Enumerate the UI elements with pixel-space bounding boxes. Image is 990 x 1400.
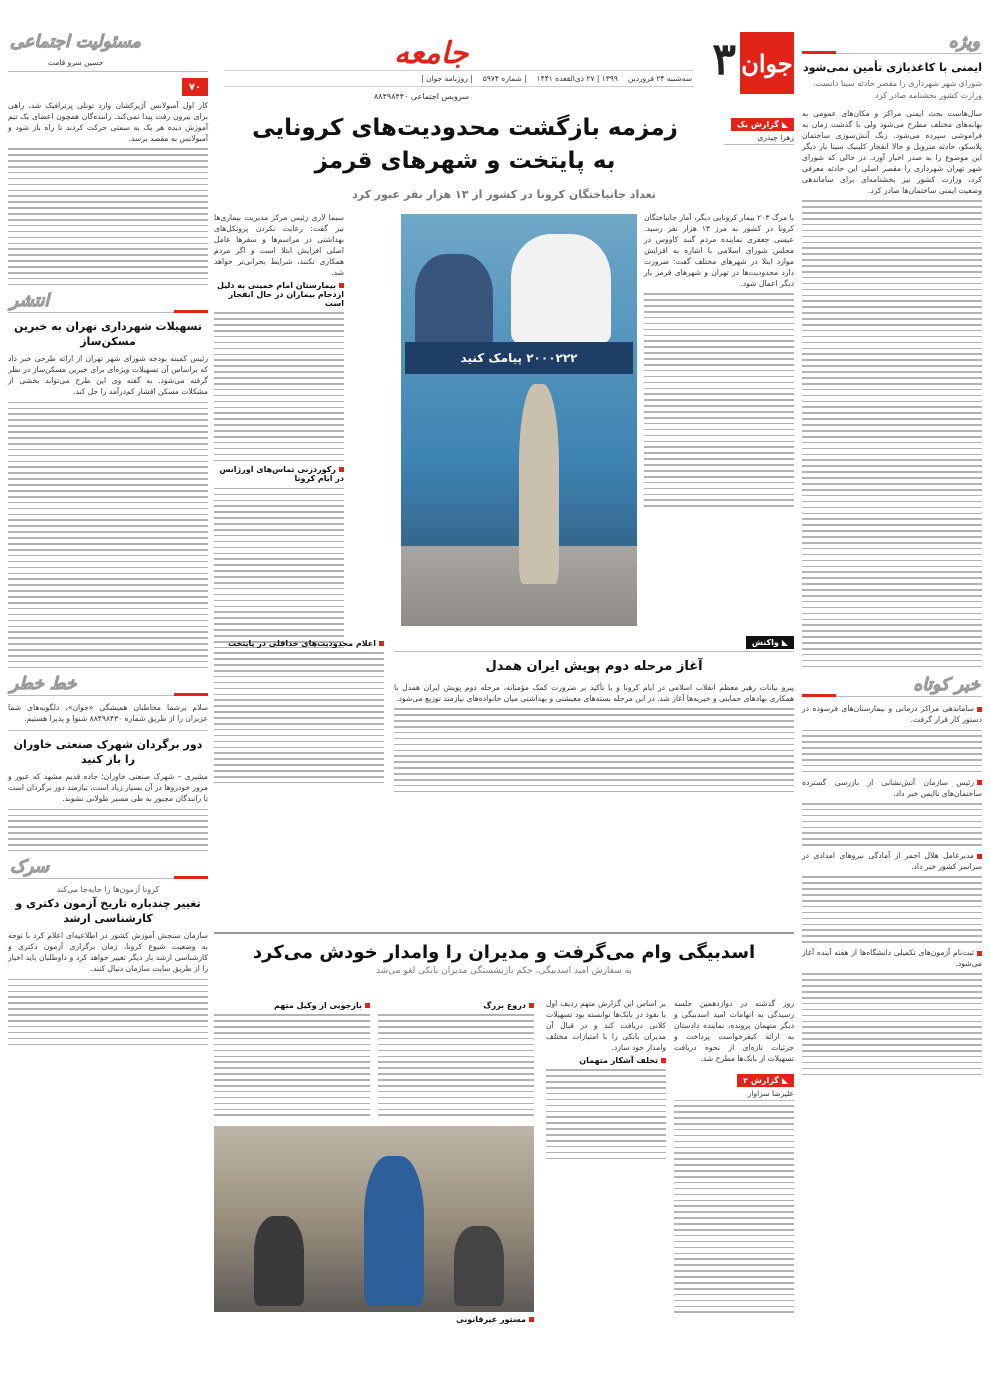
poster-figure — [415, 254, 493, 354]
court-story — [214, 932, 794, 1325]
story-author: زهرا چیذری — [724, 131, 794, 145]
section-header-social — [8, 32, 208, 72]
bullet-icon — [339, 283, 344, 288]
court-headline: اسدبیگی وام می‌گرفت و مدیران را وامدار خودش می‌کرد — [252, 942, 756, 963]
lead-continuation: اعلام محدودیت‌های حداقلی در پایتخت — [214, 636, 384, 788]
campaign-headline: آغاز مرحله دوم پویش ایران همدل — [485, 659, 703, 674]
column-number-badge: ۷۰ — [182, 78, 208, 96]
lead-body-right — [644, 212, 794, 511]
section-title: سرک — [10, 857, 49, 878]
accent-line — [174, 310, 208, 313]
bullet-icon — [977, 854, 982, 859]
main-area — [214, 32, 794, 1325]
section-name: جامعه — [394, 36, 469, 71]
section-phone: سرویس اجتماعی ۸۸۴۹۸۴۴۰ — [374, 92, 469, 101]
brief-item: ساماندهی مراکز درمانی و بیمارستان‌های فرسوده در دستور کار قرار گرفت. — [802, 704, 982, 725]
column-author: حسین سرو قامت — [48, 58, 104, 67]
section-header-ensehr — [8, 291, 208, 313]
social-body-text: کار اول آمبولانس آژیرکشان وارد تونلی پرترافیک شد، راهی برای بیرون رفت پیدا نمی‌کند. راننده‌گان همچون اعضای یک تیم آموزش دیده هر یک به سمتی حرکت کردند تا راه باز شود و آمبولانس به مقصد برسد. — [8, 101, 208, 143]
lead-subhead: تعداد جانباختگان کرونا در کشور از ۱۳ هزار نفر عبور کرد — [352, 188, 656, 201]
hotline-body — [8, 702, 208, 724]
story-tag: ◣ گزارش یک — [731, 118, 794, 131]
court-body-text: روز گذشته در دوازدهمین جلسه رسیدگی به اتهامات امید اسدبیگی و دیگر متهمان پرونده، نماینده دادستان به ارائه کیفرخواست پرداخت و جزئیات تازه‌ای از نحوه دریافت تسهیلات از بانک‌ها مطرح شد. — [674, 999, 794, 1063]
campaign-story — [394, 636, 794, 797]
arrow-icon: ◣ — [781, 1076, 788, 1085]
lead-headline: زمزمه بازگشت محدودیت‌های کرونایی به پایتخت و شهرهای قرمز — [252, 115, 678, 174]
pedestrian-figure — [519, 384, 559, 584]
section-header-special — [802, 32, 982, 54]
accent-line — [802, 694, 836, 697]
poster-sign: ۲۰۰۰۲۲۲ پیامک کنید — [405, 342, 633, 374]
dateline: سه‌شنبه ۲۴ فروردین ۱۳۹۹ | ۲۷ ذی‌القعده ۱۴۴۱ | شماره ۵۹۷۴ | روزنامه جوان | — [224, 70, 694, 87]
khavaran-body — [8, 771, 208, 804]
arrow-icon: ◣ — [781, 638, 788, 647]
lead-subhead-item: بیمارستان امام خمینی به دلیل ازدحام بیماران در حال انفجار است — [216, 281, 344, 308]
khavaran-headline: دور برگردان شهرک صنعتی خاوران را باز کنید — [13, 738, 203, 767]
bullet-icon — [339, 467, 344, 472]
text-filler — [8, 148, 208, 285]
left-column — [8, 32, 208, 1049]
court-subhead: به سفارش امید اسدبیگی، حکم بازنشستگی مدیران بانکی لغو می‌شد — [376, 966, 632, 976]
text-filler — [8, 402, 208, 669]
brief-item: مدیرعامل هلال احمر از آمادگی نیروهای امدادی در سراسر کشور خبر داد. — [802, 851, 982, 872]
section-title: انتشر — [10, 291, 50, 312]
attendee-figure — [454, 1226, 504, 1306]
bullet-icon — [977, 780, 982, 785]
section-header-hotline — [8, 674, 208, 696]
special-body — [802, 108, 982, 196]
section-title: مسئولیت اجتماعی — [10, 32, 141, 52]
special-headline: ایمنی با کاغذبازی تأمین نمی‌شود — [803, 61, 982, 74]
court-body-text: بر اساس این گزارش متهم ردیف اول با نفوذ در بانک‌ها توانسته بود تسهیلات کلانی دریافت کند و در قبال آن مدیران بانکی را با امتیازات مختلف وامدار خود سازد. — [546, 999, 666, 1052]
campaign-body-text: پیرو بیانات رهبر معظم انقلاب اسلامی در ایام کرونا و با تأکید بر ضرورت کمک مؤمنانه، مرحله دوم پویش ایران همدل با همکاری نهادهای حمایتی و خیریه‌ها آغاز شد. در این مرحله بسته‌های معیشتی و بهداشتی میان خانواده‌های نیازمند توزیع می‌شود. — [394, 683, 794, 703]
lead-body-left — [214, 212, 344, 653]
brief-item: رئیس سازمان آتش‌نشانی از بازرسی گسترده ساختمان‌های ناایمن خبر داد. — [802, 777, 982, 798]
section-title: خبر کوتاه — [913, 675, 980, 696]
exam-body-text: سازمان سنجش آموزش کشور در اطلاعیه‌ای اعلام کرد با توجه به وضعیت شیوع کرونا، زمان برگزاری آزمون دکتری و کارشناسی ارشد بار دیگر تغییر خواهد کرد و داوطلبان باید اخبار را از طریق سایت سازمان دنبال کنند. — [8, 931, 208, 974]
exam-headline: تغییر چندباره تاریخ آزمون دکتری و کارشناسی ارشد — [15, 897, 201, 926]
court-body-mid: بر اساس این گزارش متهم ردیف اول با نفوذ در بانک‌ها توانسته بود تسهیلات کلانی دریافت کند و در قبال آن مدیران بانکی را با امتیازات مختلف وامدار خود سازد. تخلف آشکار متهمان — [546, 998, 666, 1164]
social-body — [8, 100, 208, 144]
lead-body-text: با مرگ ۲۰۳ بیمار کرونایی دیگر، آمار جانباختگان کرونا در کشور به مرز ۱۳ هزار نفر رسید. عیسی جعفری نماینده مردم گنبد کاووس در مجلس شورای اسلامی با اشاره به افزایش موارد ابتلا در شهرهای مختلف گفت: ضرورت دارد محدودیت‌ها در تهران و شهرهای قرمز بار دیگر اعمال شود. — [644, 213, 794, 288]
bullet-icon — [977, 951, 982, 956]
section-header-briefs — [802, 675, 982, 697]
court-body-left: دروغ بزرگ بازجویی از وکیل متهم مستور غیرقانونی — [214, 998, 534, 1326]
bullet-icon — [661, 1058, 666, 1063]
lead-subhead-item: رکوردزنی تماس‌های اورژانس در ایام کرونا — [219, 465, 344, 484]
text-filler — [802, 200, 982, 667]
court-body-right — [674, 998, 794, 1317]
defendant-figure — [364, 1156, 424, 1306]
housing-headline: تسهیلات شهرداری تهران به خبرین مسکن‌ساز — [13, 320, 203, 349]
briefs-list — [802, 703, 982, 1075]
attendee-figure — [254, 1216, 304, 1306]
lead-photo — [401, 214, 637, 626]
story-tag: ◣ گزارش ۲ — [737, 1074, 794, 1087]
lead-story-header — [214, 112, 794, 212]
section-header-sorak — [8, 857, 208, 879]
section-title: خط خطر — [10, 674, 77, 695]
exam-body — [8, 930, 208, 974]
bullet-icon — [529, 1003, 534, 1008]
bullet-icon — [977, 707, 982, 712]
section-title: ویژه — [948, 32, 980, 52]
right-column — [802, 32, 982, 1079]
housing-body-text: رئیس کمیته بودجه شورای شهر تهران از ارائه طرحی خبر داد که براساس آن تسهیلات ویژه‌ای برای خیرین مسکن‌ساز در نظر گرفته می‌شود. به گفته وی این طرح می‌تواند بخشی از مشکلات مسکن اقشار کم‌درآمد را حل کند. — [8, 354, 208, 397]
bullet-icon — [365, 1003, 370, 1008]
hotline-text: سلام برشما مخاطبان همیشگی «جوان»، دلگویه‌های شما عزیزان را از طریق شماره ۸۸۴۹۸۴۳۰ شنوا و پذیرا هستیم. — [8, 703, 208, 724]
text-filler — [8, 809, 208, 852]
text-filler — [8, 979, 208, 1045]
accent-line — [802, 51, 836, 54]
court-photo — [214, 1126, 534, 1312]
housing-body — [8, 353, 208, 397]
story-tag: ◣ واکنش — [746, 636, 794, 649]
accent-line — [174, 876, 208, 879]
bullet-icon — [529, 1317, 534, 1322]
lead-body-left-text: سیما لاری رئیس مرکز مدیریت بیماری‌ها نیز گفت: رعایت نکردن پروتکل‌های بهداشتی در مراسم‌ها و سفرها عامل اصلی افزایش ابتلا است و اگر مردم همکاری نکنند، شرایط بحرانی‌تر خواهد شد. — [214, 213, 344, 277]
exam-kicker: کرونا آزمون‌ها را جابه‌جا می‌کند — [56, 885, 160, 895]
story-author: علیرضا سزاوار — [674, 1087, 794, 1101]
bullet-icon — [379, 641, 384, 646]
accent-line — [174, 693, 208, 696]
page-header — [214, 32, 794, 112]
arrow-icon: ◣ — [781, 120, 788, 129]
poster-figure — [511, 234, 611, 344]
page-number: ۳ — [712, 34, 736, 85]
khavaran-body-text: مشیری – شهرک صنعتی خاوران؛ جاده قدیم مشهد که عبور و مرور خودروها در آن بسیار زیاد است، نیازمند دور برگردان است تا رانندگان مجبور به طی مسیر طولانی نشوند. — [8, 772, 208, 804]
special-kicker: شورای شهر شهرداری را مقصر حادثه سینا دانست، وزارت کشور بخشنامه صادر کرد — [812, 79, 982, 100]
newspaper-logo: جوان — [740, 32, 794, 94]
brief-item: ثبت‌نام آزمون‌های تکمیلی دانشگاه‌ها از هفته آینده آغاز می‌شود. — [802, 948, 982, 969]
special-body-text: سال‌هاست بحث ایمنی مراکز و مکان‌های عمومی به بهانه‌های مختلف مطرح می‌شود ولی با گذشت زمان به فراموشی سپرده می‌شود. زنگ آتش‌سوزی ساختمان پلاسکو، حادثه متروپل و حالا انفجار کلینیک سینا بار دیگر این موضوع را به صدر اخبار آورد. در حالی که شورای شهر تهران شهرداری را مقصر اصلی این حادثه معرفی کرد، وزارت کشور نیز بخشنامه‌ای برای ساماندهی وضعیت ایمنی ساختمان‌ها صادر کرد. — [802, 109, 982, 195]
